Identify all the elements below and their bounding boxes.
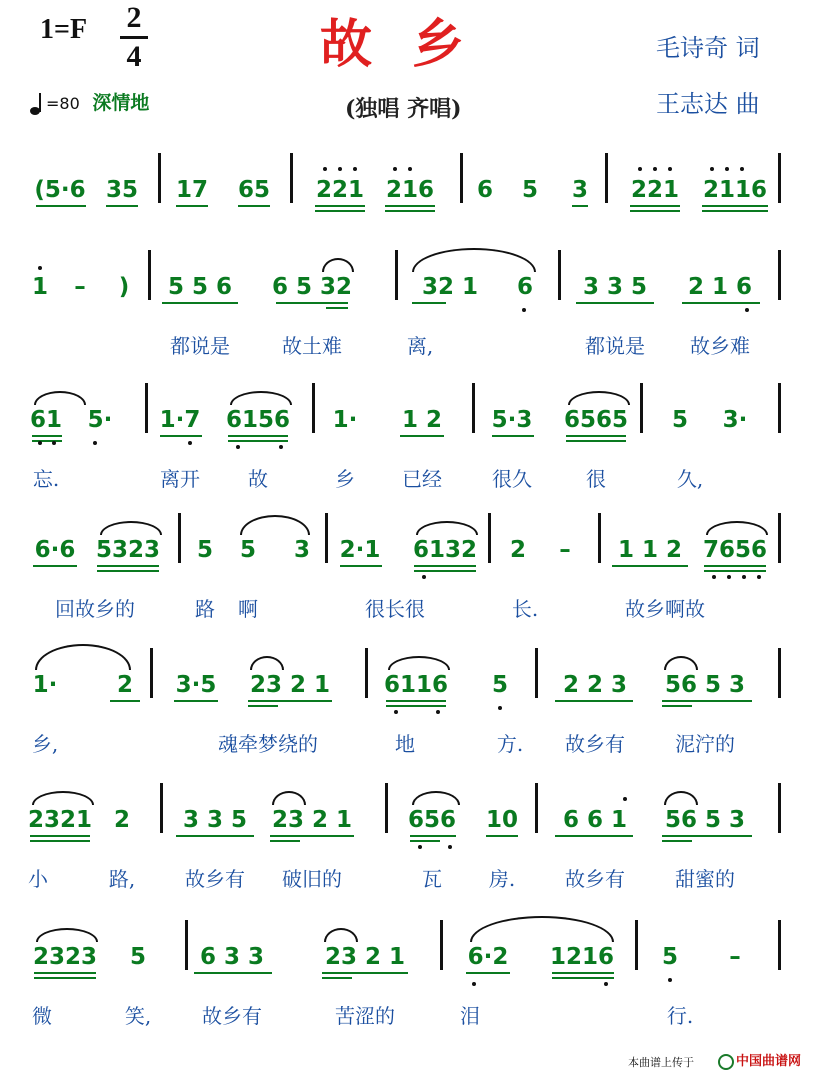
upload-notice: 本曲谱上传于 bbox=[628, 1056, 694, 1069]
slur-arc bbox=[36, 928, 98, 942]
site-name: 中国曲谱网 bbox=[736, 1054, 802, 1069]
slur-arc bbox=[32, 791, 94, 805]
beam-line bbox=[162, 302, 238, 304]
beam-line bbox=[682, 302, 760, 304]
note-group: 6·6 bbox=[34, 537, 76, 563]
lyric-syllable: 微 bbox=[32, 1004, 52, 1028]
note-group: 2·1 bbox=[339, 537, 381, 563]
lyric-syllable: 都说是 bbox=[585, 334, 645, 358]
note-group: 5· bbox=[87, 407, 113, 433]
note-group: 6116 bbox=[383, 672, 449, 698]
barline bbox=[605, 153, 608, 203]
lyric-syllable: 离开 bbox=[160, 467, 200, 491]
lyric-syllable: 苦涩的 bbox=[335, 1004, 395, 1028]
beam-line bbox=[322, 972, 408, 974]
note-group: 3· bbox=[722, 407, 748, 433]
beam-line bbox=[326, 307, 348, 309]
time-bottom: 4 bbox=[126, 40, 142, 73]
octave-dot bbox=[668, 978, 672, 982]
beam-line bbox=[555, 700, 633, 702]
note-group: 23 2 1 bbox=[249, 672, 331, 698]
note-group: 656 bbox=[407, 807, 457, 833]
slur-arc bbox=[412, 248, 536, 272]
lyric-syllable: 甜蜜的 bbox=[675, 867, 735, 891]
note-group: 6 3 3 bbox=[199, 944, 265, 970]
lyric-syllable: 地 bbox=[395, 732, 415, 756]
beam-line bbox=[386, 700, 446, 702]
slur-arc bbox=[35, 644, 131, 670]
beam-line bbox=[385, 210, 435, 212]
note-group: 2 bbox=[116, 672, 134, 698]
lyric-syllable: 很 bbox=[586, 467, 606, 491]
octave-dot bbox=[38, 441, 42, 445]
barline bbox=[325, 513, 328, 563]
note-group: 3 bbox=[293, 537, 311, 563]
note-group: 17 bbox=[175, 177, 209, 203]
barline bbox=[778, 920, 781, 970]
beam-line bbox=[270, 835, 354, 837]
note-group: 5323 bbox=[95, 537, 161, 563]
beam-line bbox=[612, 565, 688, 567]
beam-line bbox=[30, 840, 90, 842]
note-group: 65 bbox=[237, 177, 271, 203]
note-group: 35 bbox=[105, 177, 139, 203]
lyric-syllable: 房. bbox=[488, 867, 516, 891]
composer-credit: 王志达 曲 bbox=[656, 90, 760, 118]
lyric-syllable: 已经 bbox=[402, 467, 442, 491]
lyric-syllable: 故土难 bbox=[282, 334, 342, 358]
barline bbox=[290, 153, 293, 203]
slur-arc bbox=[416, 521, 478, 535]
beam-line bbox=[97, 570, 159, 572]
site-logo-icon bbox=[718, 1054, 734, 1070]
note-group: 5·3 bbox=[491, 407, 533, 433]
note-group: 3 3 5 bbox=[582, 274, 648, 300]
lyric-syllable: 泥泞的 bbox=[675, 732, 735, 756]
lyric-syllable: 都说是 bbox=[170, 334, 230, 358]
note-group: 61 bbox=[29, 407, 63, 433]
beam-line bbox=[32, 435, 62, 437]
octave-dot bbox=[727, 575, 731, 579]
lyric-syllable: 行. bbox=[666, 1004, 694, 1028]
note-group: 23 2 1 bbox=[271, 807, 353, 833]
beam-line bbox=[412, 302, 446, 304]
slur-arc bbox=[322, 258, 354, 272]
octave-dot bbox=[52, 441, 56, 445]
barline bbox=[385, 783, 388, 833]
beam-line bbox=[32, 440, 62, 442]
barline bbox=[160, 783, 163, 833]
lyric-syllable: 魂牵梦绕的 bbox=[218, 732, 318, 756]
key-signature: 1=F bbox=[40, 14, 88, 45]
note-group: 2116 bbox=[702, 177, 768, 203]
note-group: ) bbox=[118, 274, 130, 300]
slur-arc bbox=[272, 791, 306, 805]
beam-line bbox=[34, 977, 96, 979]
barline bbox=[148, 250, 151, 300]
note-group: 1 1 2 bbox=[617, 537, 683, 563]
octave-dot bbox=[338, 167, 342, 171]
beam-line bbox=[34, 972, 96, 974]
note-group: 2 bbox=[509, 537, 527, 563]
note-group: – bbox=[729, 944, 741, 970]
note-group: 6132 bbox=[412, 537, 478, 563]
slur-arc bbox=[324, 928, 358, 942]
octave-dot bbox=[418, 845, 422, 849]
beam-line bbox=[176, 205, 208, 207]
note-group: 3 3 5 bbox=[182, 807, 248, 833]
beam-line bbox=[228, 440, 288, 442]
barline bbox=[640, 383, 643, 433]
octave-dot bbox=[668, 167, 672, 171]
tempo-marking bbox=[30, 88, 149, 116]
note-group: 5 bbox=[196, 537, 214, 563]
time-divider bbox=[120, 36, 148, 39]
note-group: 7656 bbox=[702, 537, 768, 563]
barline bbox=[312, 383, 315, 433]
beam-line bbox=[466, 972, 510, 974]
octave-dot bbox=[38, 266, 42, 270]
note-group: 221 bbox=[630, 177, 680, 203]
beam-line bbox=[704, 570, 766, 572]
lyricist-credit: 毛诗奇 词 bbox=[656, 34, 760, 62]
lyric-syllable: 离, bbox=[406, 334, 434, 358]
lyric-syllable: 乡 bbox=[335, 467, 355, 491]
beam-line bbox=[414, 570, 476, 572]
note-group: 5 bbox=[661, 944, 679, 970]
slur-arc bbox=[34, 391, 86, 405]
slur-arc bbox=[388, 656, 450, 670]
octave-dot bbox=[725, 167, 729, 171]
beam-line bbox=[33, 565, 77, 567]
note-group: 3·5 bbox=[175, 672, 217, 698]
octave-dot bbox=[393, 167, 397, 171]
barline bbox=[145, 383, 148, 433]
lyric-syllable: 乡, bbox=[31, 732, 59, 756]
note-group: 5 bbox=[671, 407, 689, 433]
note-group: (5·6 bbox=[34, 177, 86, 203]
octave-dot bbox=[353, 167, 357, 171]
note-group: 221 bbox=[315, 177, 365, 203]
note-group: 23 2 1 bbox=[324, 944, 406, 970]
octave-dot bbox=[188, 441, 192, 445]
octave-dot bbox=[422, 575, 426, 579]
note-group: 2323 bbox=[32, 944, 98, 970]
note-group: 6 5 32 bbox=[271, 274, 353, 300]
octave-dot bbox=[323, 167, 327, 171]
beam-line bbox=[414, 565, 476, 567]
beam-line bbox=[106, 205, 138, 207]
octave-dot bbox=[757, 575, 761, 579]
beam-line bbox=[702, 210, 768, 212]
lyric-syllable: 方. bbox=[496, 732, 524, 756]
lyric-syllable: 笑, bbox=[124, 1004, 152, 1028]
lyric-syllable: 很久 bbox=[492, 467, 532, 491]
beam-line bbox=[276, 302, 348, 304]
lyric-syllable: 破旧的 bbox=[282, 867, 342, 891]
barline bbox=[778, 250, 781, 300]
note-group: – bbox=[559, 537, 571, 563]
lyric-syllable: 故乡啊故 bbox=[625, 597, 705, 621]
octave-dot bbox=[710, 167, 714, 171]
beam-line bbox=[238, 205, 270, 207]
note-group: 1·7 bbox=[159, 407, 201, 433]
lyric-syllable: 路, bbox=[108, 867, 136, 891]
barline bbox=[488, 513, 491, 563]
barline bbox=[472, 383, 475, 433]
beam-line bbox=[492, 435, 534, 437]
barline bbox=[178, 513, 181, 563]
lyric-syllable: 很长很 bbox=[365, 597, 425, 621]
slur-arc bbox=[230, 391, 292, 405]
beam-line bbox=[385, 205, 435, 207]
beam-line bbox=[662, 700, 752, 702]
beam-line bbox=[704, 565, 766, 567]
beam-line bbox=[662, 835, 752, 837]
beam-line bbox=[662, 705, 692, 707]
beam-line bbox=[340, 565, 382, 567]
slur-arc bbox=[568, 391, 630, 405]
note-group: 6156 bbox=[225, 407, 291, 433]
note-group: 32 1 bbox=[421, 274, 479, 300]
barline bbox=[778, 153, 781, 203]
note-group: 5 bbox=[129, 944, 147, 970]
barline bbox=[558, 250, 561, 300]
barline bbox=[598, 513, 601, 563]
octave-dot bbox=[472, 982, 476, 986]
note-group: 5 bbox=[521, 177, 539, 203]
note-group: 2 2 3 bbox=[562, 672, 628, 698]
beam-line bbox=[400, 435, 444, 437]
octave-dot bbox=[408, 167, 412, 171]
note-group: 3 bbox=[571, 177, 589, 203]
barline bbox=[635, 920, 638, 970]
lyric-syllable: 故 bbox=[248, 467, 268, 491]
octave-dot bbox=[498, 706, 502, 710]
note-group: 1 bbox=[31, 274, 49, 300]
barline bbox=[778, 648, 781, 698]
note-group: 5 bbox=[239, 537, 257, 563]
beam-line bbox=[248, 705, 278, 707]
beam-line bbox=[552, 972, 614, 974]
beam-line bbox=[110, 700, 140, 702]
slur-arc bbox=[664, 791, 698, 805]
note-group: 1· bbox=[332, 407, 358, 433]
octave-dot bbox=[653, 167, 657, 171]
beam-line bbox=[160, 435, 202, 437]
barline bbox=[395, 250, 398, 300]
lyric-syllable: 泪 bbox=[460, 1004, 480, 1028]
note-group: 6 bbox=[516, 274, 534, 300]
beam-line bbox=[194, 972, 272, 974]
beam-line bbox=[176, 835, 254, 837]
beam-line bbox=[315, 205, 365, 207]
tempo-value: =80 bbox=[46, 94, 80, 113]
lyric-syllable: 啊 bbox=[238, 597, 258, 621]
beam-line bbox=[270, 840, 300, 842]
note-group: 1· bbox=[32, 672, 58, 698]
note-group: 1216 bbox=[549, 944, 615, 970]
site-logo bbox=[718, 1050, 801, 1070]
octave-dot bbox=[93, 441, 97, 445]
note-group: 1 2 bbox=[401, 407, 443, 433]
beam-line bbox=[174, 700, 218, 702]
barline bbox=[778, 383, 781, 433]
beam-line bbox=[552, 977, 614, 979]
beam-line bbox=[566, 435, 626, 437]
barline bbox=[440, 920, 443, 970]
beam-line bbox=[702, 205, 768, 207]
barline bbox=[365, 648, 368, 698]
note-group: 5 5 6 bbox=[167, 274, 233, 300]
time-top: 2 bbox=[126, 1, 142, 34]
octave-dot bbox=[623, 797, 627, 801]
beam-line bbox=[228, 435, 288, 437]
beam-line bbox=[662, 840, 692, 842]
note-group: 56 5 3 bbox=[664, 672, 746, 698]
lyric-syllable: 故乡有 bbox=[185, 867, 245, 891]
barline bbox=[150, 648, 153, 698]
lyric-syllable: 故乡有 bbox=[565, 732, 625, 756]
note-group: 2321 bbox=[27, 807, 93, 833]
octave-dot bbox=[522, 308, 526, 312]
barline bbox=[535, 648, 538, 698]
song-subtitle: (独唱 齐唱) bbox=[345, 96, 462, 122]
tempo-mood: 深情地 bbox=[92, 92, 150, 114]
lyric-syllable: 故乡难 bbox=[690, 334, 750, 358]
note-group: 5 bbox=[491, 672, 509, 698]
beam-line bbox=[566, 440, 626, 442]
beam-line bbox=[322, 977, 352, 979]
octave-dot bbox=[394, 710, 398, 714]
beam-line bbox=[410, 835, 456, 837]
octave-dot bbox=[745, 308, 749, 312]
beam-line bbox=[486, 835, 518, 837]
song-title: 故乡 bbox=[320, 14, 505, 75]
beam-line bbox=[315, 210, 365, 212]
slur-arc bbox=[240, 515, 310, 535]
lyric-syllable: 瓦 bbox=[422, 867, 442, 891]
beam-line bbox=[97, 565, 159, 567]
note-group: 6565 bbox=[563, 407, 629, 433]
octave-dot bbox=[236, 445, 240, 449]
lyric-syllable: 长. bbox=[511, 597, 539, 621]
beam-line bbox=[386, 705, 446, 707]
quarter-note-icon bbox=[30, 92, 44, 116]
note-group: – bbox=[74, 274, 86, 300]
slur-arc bbox=[470, 916, 614, 942]
lyric-syllable: 路 bbox=[195, 597, 215, 621]
beam-line bbox=[630, 210, 680, 212]
lyric-syllable: 忘. bbox=[32, 467, 60, 491]
slur-arc bbox=[250, 656, 284, 670]
octave-dot bbox=[436, 710, 440, 714]
barline bbox=[778, 783, 781, 833]
note-group: 2 1 6 bbox=[687, 274, 753, 300]
beam-line bbox=[576, 302, 654, 304]
note-group: 6 6 1 bbox=[562, 807, 628, 833]
barline bbox=[535, 783, 538, 833]
barline bbox=[185, 920, 188, 970]
note-group: 2 bbox=[113, 807, 131, 833]
beam-line bbox=[248, 700, 332, 702]
note-group: 56 5 3 bbox=[664, 807, 746, 833]
slur-arc bbox=[706, 521, 768, 535]
octave-dot bbox=[448, 845, 452, 849]
octave-dot bbox=[638, 167, 642, 171]
beam-line bbox=[30, 835, 90, 837]
note-group: 6 bbox=[476, 177, 494, 203]
barline bbox=[778, 513, 781, 563]
slur-arc bbox=[100, 521, 162, 535]
slur-arc bbox=[412, 791, 460, 805]
octave-dot bbox=[279, 445, 283, 449]
octave-dot bbox=[740, 167, 744, 171]
note-group: 216 bbox=[385, 177, 435, 203]
note-group: 10 bbox=[485, 807, 519, 833]
octave-dot bbox=[712, 575, 716, 579]
barline bbox=[158, 153, 161, 203]
octave-dot bbox=[742, 575, 746, 579]
beam-line bbox=[410, 840, 440, 842]
slur-arc bbox=[664, 656, 698, 670]
lyric-syllable: 久, bbox=[676, 467, 704, 491]
beam-line bbox=[555, 835, 633, 837]
lyric-syllable: 故乡有 bbox=[565, 867, 625, 891]
lyric-syllable: 小 bbox=[28, 867, 48, 891]
time-signature bbox=[118, 2, 150, 73]
beam-line bbox=[36, 205, 86, 207]
lyric-syllable: 回故乡的 bbox=[55, 597, 135, 621]
beam-line bbox=[630, 205, 680, 207]
octave-dot bbox=[604, 982, 608, 986]
barline bbox=[460, 153, 463, 203]
beam-line bbox=[572, 205, 588, 207]
note-group: 6·2 bbox=[467, 944, 509, 970]
lyric-syllable: 故乡有 bbox=[202, 1004, 262, 1028]
